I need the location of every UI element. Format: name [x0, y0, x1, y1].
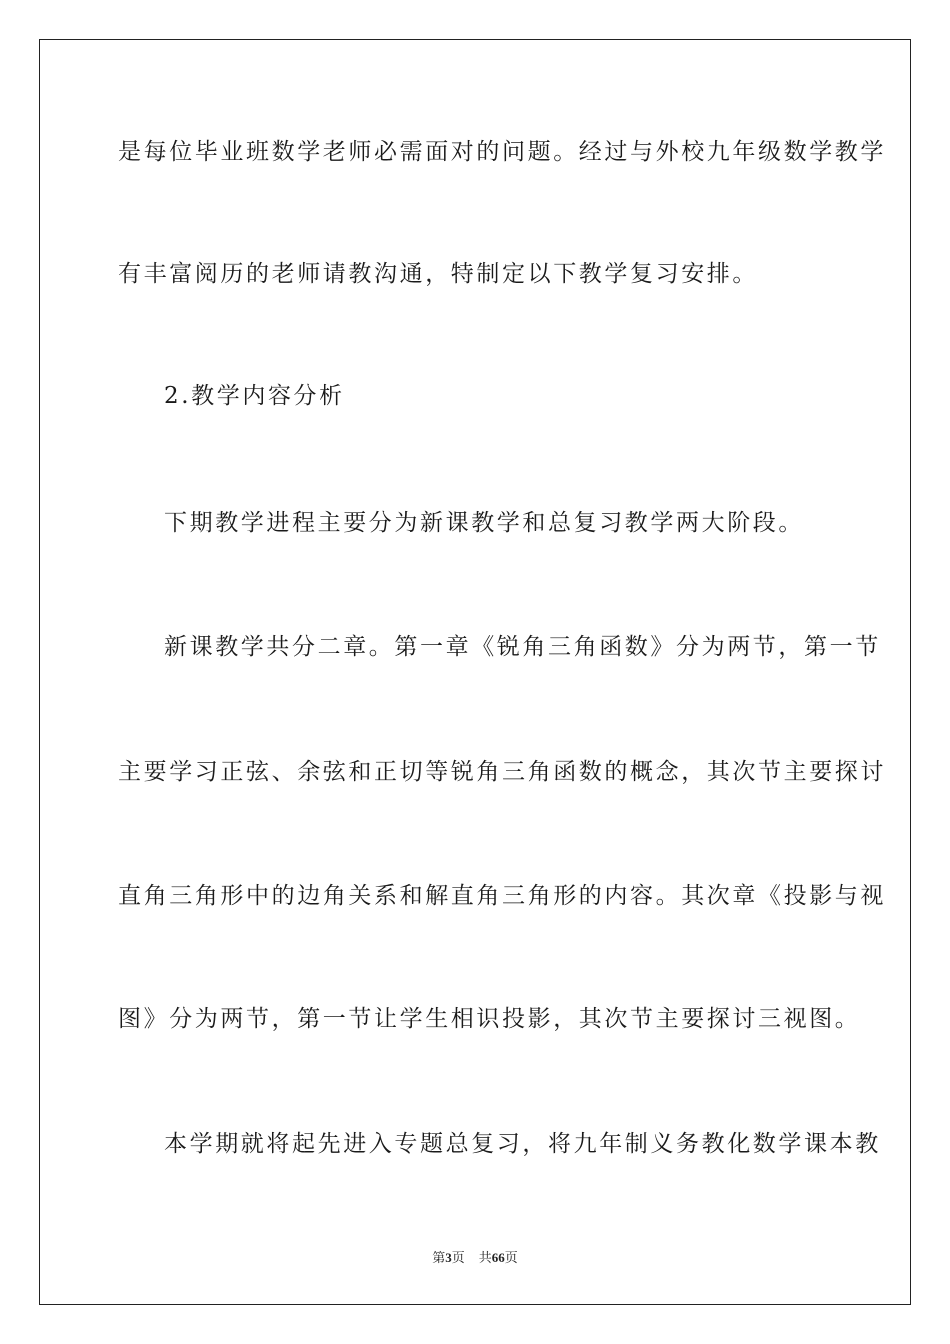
section-heading: 2.教学内容分析 [164, 383, 345, 409]
text-line-9: 本学期就将起先进入专题总复习，将九年制义务教化数学课本教 [164, 1131, 881, 1157]
text-line-5: 新课教学共分二章。第一章《锐角三角函数》分为两节，第一节 [164, 634, 881, 660]
text-line-2: 有丰富阅历的老师请教沟通，特制定以下教学复习安排。 [118, 261, 758, 287]
text-line-8: 图》分为两节，第一节让学生相识投影，其次节主要探讨三视图。 [118, 1006, 861, 1032]
page-border [39, 39, 911, 1305]
total-pages: 66 [491, 1250, 505, 1265]
page-number: 3 [445, 1250, 452, 1265]
page-suffix: 页 [451, 1250, 465, 1265]
total-suffix: 页 [504, 1250, 518, 1265]
total-prefix: 共 [478, 1250, 492, 1265]
page-prefix: 第 [432, 1250, 446, 1265]
text-line-4: 下期教学进程主要分为新课教学和总复习教学两大阶段。 [164, 510, 804, 536]
text-line-7: 直角三角形中的边角关系和解直角三角形的内容。其次章《投影与视 [118, 883, 886, 909]
text-line-6: 主要学习正弦、余弦和正切等锐角三角函数的概念，其次节主要探讨 [118, 759, 886, 785]
page-footer [0, 1249, 950, 1267]
text-line-1: 是每位毕业班数学老师必需面对的问题。经过与外校九年级数学教学 [118, 139, 886, 165]
